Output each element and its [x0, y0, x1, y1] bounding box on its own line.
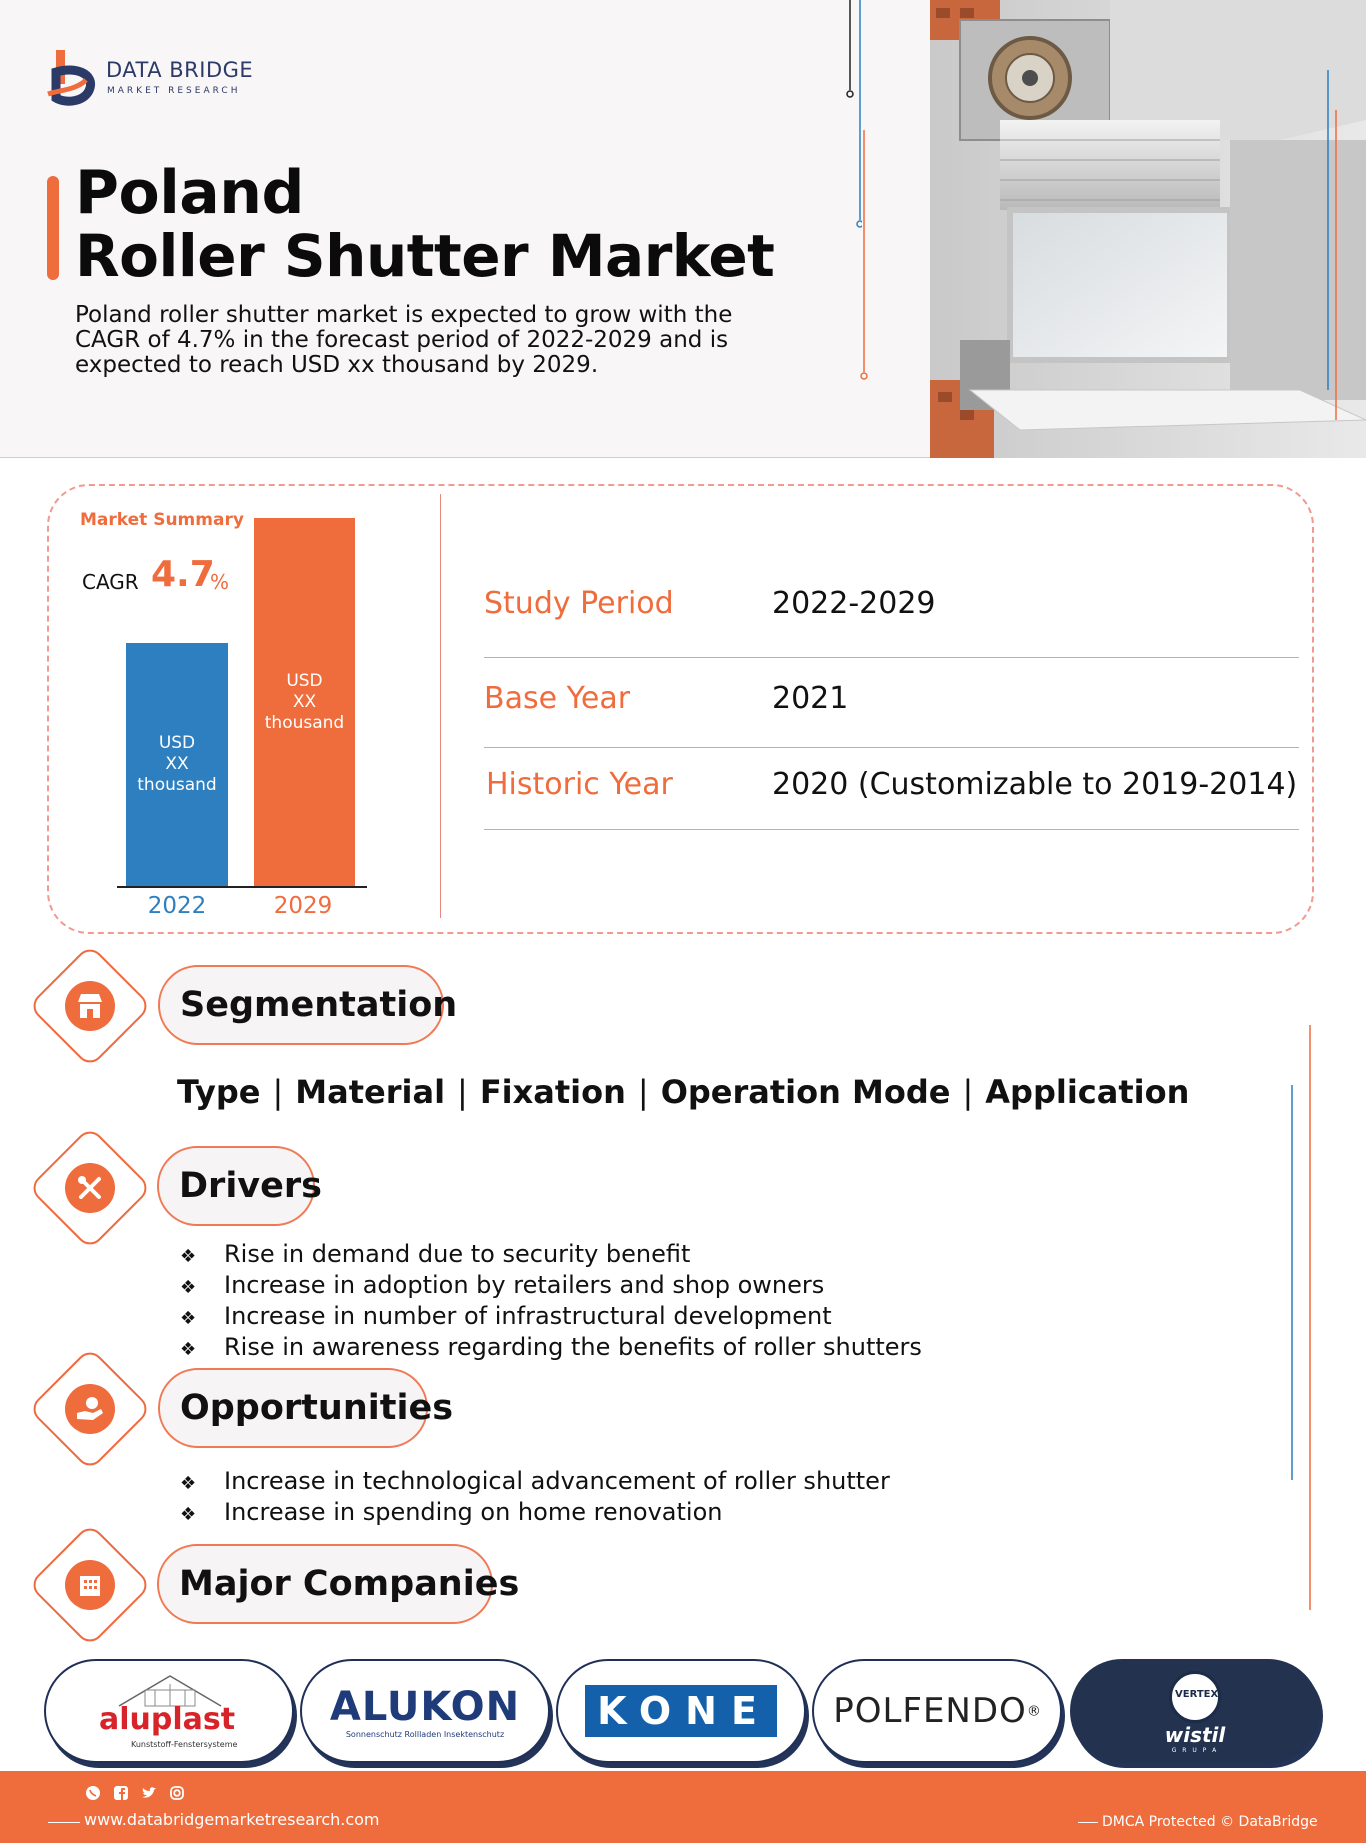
list-item: ❖ Increase in number of infrastructural development: [180, 1302, 922, 1333]
social-links: [84, 1784, 186, 1802]
building-icon: [65, 1560, 115, 1610]
store-icon: [65, 981, 115, 1031]
wistil-sub: G R U P A: [1171, 1747, 1219, 1754]
alukon-wordmark: ALUKON: [329, 1683, 521, 1730]
segmentation-title: Segmentation: [180, 985, 458, 1025]
x-tick-2022: 2022: [147, 893, 207, 919]
data-bridge-logo-icon: [46, 50, 98, 106]
company-logo-kone[interactable]: [556, 1659, 806, 1763]
list-item: ❖ Increase in adoption by retailers and shop owners: [180, 1271, 922, 1302]
segmentation-list: [177, 1073, 1189, 1111]
page-title-line2: Roller Shutter Market: [75, 222, 775, 290]
opportunities-title: Opportunities: [180, 1388, 454, 1428]
brand-tagline: MARKET RESEARCH: [107, 86, 241, 96]
opportunities-list: [180, 1467, 890, 1529]
registered-mark: ®: [1026, 1703, 1041, 1720]
website-link[interactable]: www.databridgemarketresearch.com: [84, 1810, 380, 1829]
segment-fixation: Fixation: [479, 1073, 626, 1111]
segment-separator: |: [272, 1073, 284, 1111]
whatsapp-icon[interactable]: [84, 1784, 102, 1802]
decor-line-icon: [1320, 70, 1340, 430]
info-row-historic-year: [486, 767, 1301, 847]
segmentation-heading: [158, 965, 458, 1045]
summary-divider: [440, 494, 441, 918]
cagr-unit: %: [210, 570, 230, 594]
info-key: Study Period: [484, 586, 674, 621]
company-logo-aluplast[interactable]: [44, 1659, 294, 1763]
list-item: ❖ Rise in awareness regarding the benefits of roller shutters: [180, 1333, 922, 1364]
title-accent-bar: [47, 176, 59, 280]
wistil-wordmark: wistil: [1164, 1723, 1226, 1747]
aluplast-wordmark: aluplast: [99, 1702, 236, 1737]
bullet-icon: ❖: [180, 1339, 197, 1360]
vertex-badge-text: VERTEX: [1175, 1689, 1219, 1700]
bullet-icon: ❖: [180, 1246, 197, 1267]
segment-application: Application: [985, 1073, 1190, 1111]
segment-material: Material: [295, 1073, 446, 1111]
info-row-base-year: [484, 681, 1299, 761]
company-logo-alukon[interactable]: [300, 1659, 550, 1763]
bullet-icon: ❖: [180, 1277, 197, 1298]
aluplast-tagline: Kunststoff-Fenstersysteme: [131, 1740, 238, 1749]
segment-separator: |: [457, 1073, 468, 1111]
polfendo-wordmark: POLFENDO: [833, 1691, 1027, 1731]
cagr-label: CAGR: [82, 570, 139, 594]
decor-line-icon: [842, 0, 862, 390]
companies-heading: [157, 1544, 520, 1624]
cagr-value: 4.7: [151, 554, 215, 595]
info-row-study-period: [484, 586, 1299, 666]
bullet-icon: ❖: [180, 1473, 197, 1494]
info-divider: [484, 747, 1299, 748]
x-tick-2029: 2029: [273, 893, 333, 919]
drivers-list: [180, 1240, 922, 1364]
info-value: 2020 (Customizable to 2019-2014): [772, 767, 1298, 802]
info-value: 2022-2029: [772, 586, 936, 621]
list-item: ❖ Rise in demand due to security benefit: [180, 1240, 922, 1271]
segment-separator: |: [637, 1073, 649, 1111]
kone-wordmark: KONE: [597, 1689, 771, 1733]
info-key: Base Year: [484, 681, 631, 716]
segment-type: Type: [177, 1073, 261, 1111]
info-value: 2021: [772, 681, 849, 716]
footer-rule: [1078, 1822, 1098, 1823]
companies-title: Major Companies: [179, 1564, 520, 1604]
dmca-notice: DMCA Protected © DataBridge: [1102, 1814, 1318, 1830]
footer-bar: [0, 1771, 1366, 1843]
chart-x-axis: [117, 886, 367, 888]
segment-operation-mode: Operation Mode: [660, 1073, 951, 1111]
hand-coin-icon: [65, 1384, 115, 1434]
segment-separator: |: [962, 1073, 974, 1111]
drivers-title: Drivers: [179, 1166, 322, 1206]
bar-2022-data-label: USD XX thousand: [137, 733, 217, 795]
company-logo-polfendo[interactable]: [812, 1659, 1062, 1763]
market-summary-label: Market Summary: [80, 510, 244, 530]
tools-icon: [65, 1163, 115, 1213]
opportunities-heading: [158, 1368, 454, 1448]
alukon-tagline: Sonnenschutz Rollladen Insektenschutz: [345, 1729, 505, 1739]
decor-line-icon: [860, 130, 870, 390]
bullet-icon: ❖: [180, 1308, 197, 1329]
bar-2029-data-label: USD XX thousand: [264, 670, 345, 733]
list-item: ❖ Increase in spending on home renovation: [180, 1498, 890, 1529]
bar-2029: [254, 518, 355, 886]
hero-description: Poland roller shutter market is expected to grow with the CAGR of 4.7% in the forecast period of 2022-2029 and is expected to reach USD xx thousand by 2029.: [75, 302, 733, 378]
drivers-heading: [157, 1146, 322, 1226]
facebook-icon[interactable]: [112, 1784, 130, 1802]
company-logo-vertex-wistil[interactable]: [1070, 1659, 1320, 1763]
footer-rule: [48, 1822, 80, 1823]
brand-name: DATA BRIDGE: [106, 58, 254, 82]
roller-shutter-window-image: [900, 0, 1366, 458]
brand-logo[interactable]: [46, 46, 256, 108]
list-item: ❖ Increase in technological advancement of roller shutter: [180, 1467, 890, 1498]
info-key: Historic Year: [486, 767, 673, 802]
info-divider: [484, 829, 1299, 830]
decor-line-icon: [1290, 1025, 1314, 1615]
instagram-icon[interactable]: [168, 1784, 186, 1802]
info-divider: [484, 657, 1299, 658]
bar-2022: [126, 643, 228, 886]
bullet-icon: ❖: [180, 1504, 197, 1525]
twitter-icon[interactable]: [140, 1784, 158, 1802]
page-title-line1: Poland: [75, 158, 304, 228]
